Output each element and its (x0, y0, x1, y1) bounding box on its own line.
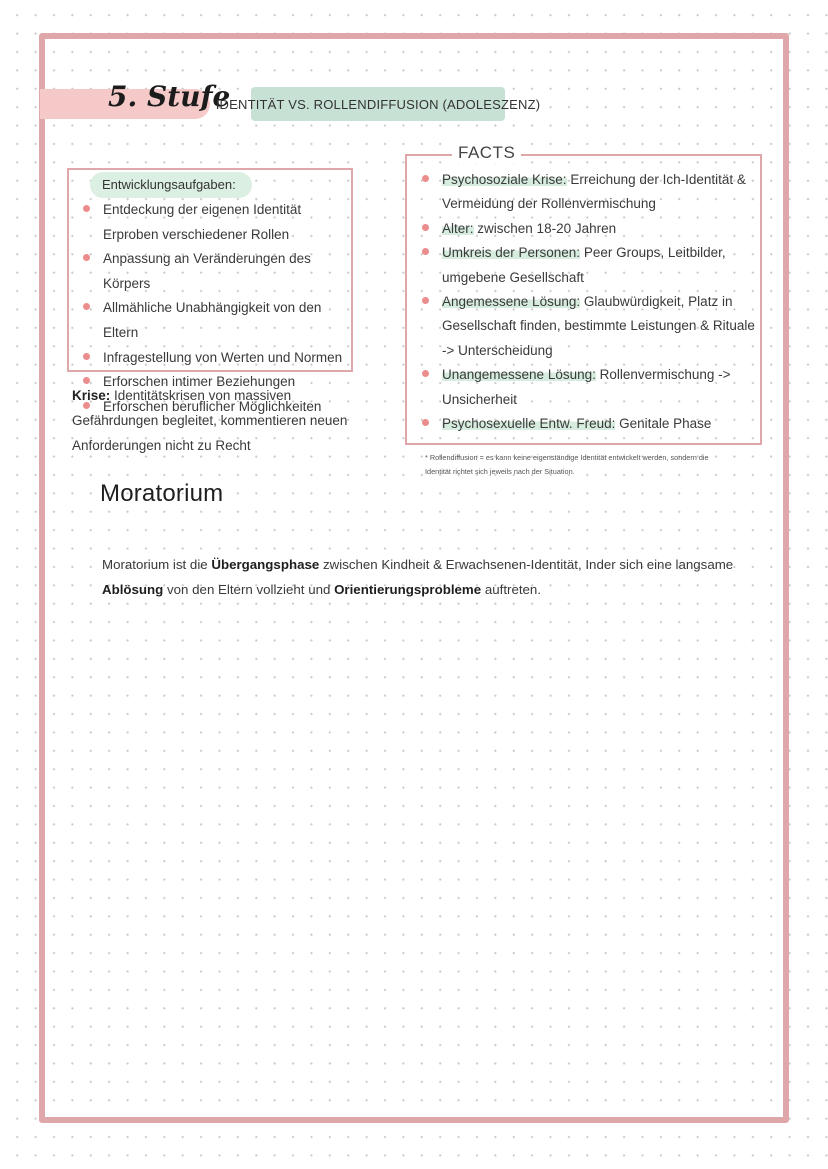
para-bold: Ablösung (102, 582, 164, 597)
task-text: Anpassung an Veränderungen des Körpers (103, 251, 311, 291)
task-text: Erforschen intimer Beziehungen (103, 374, 296, 390)
moratorium-paragraph (102, 552, 752, 602)
bullet-icon (422, 370, 429, 377)
task-text: Erforschen beruflicher Möglichkeiten (103, 398, 322, 414)
fact-label: Unangemessene Lösung: (442, 367, 596, 383)
footnote: * Rollendiffusion = es kann keine eigenständige Identität entwickelt werden, sondern die Identität richtet sich jeweils nach der Situation. (425, 453, 709, 476)
bullet-icon (422, 248, 429, 255)
task-item (83, 198, 349, 223)
bullet-icon (83, 254, 90, 261)
krise-paragraph (72, 383, 372, 458)
fact-item (422, 168, 760, 217)
bullet-icon (83, 303, 90, 310)
task-item (83, 346, 349, 371)
bullet-icon (422, 419, 429, 426)
fact-item (422, 241, 760, 290)
bullet-icon (422, 175, 429, 182)
stage-title: 5. Stufe (108, 80, 231, 113)
task-item (83, 296, 349, 345)
fact-label: Psychosoziale Krise: (442, 172, 567, 187)
fact-label: Alter: (442, 220, 474, 236)
task-item (83, 223, 349, 248)
section-title: Moratorium (100, 480, 224, 507)
fact-text: Erreichung der Ich-Identität & Vermeidung der Rollenvermischung (442, 172, 746, 212)
fact-text: Rollenvermischung -> Unsicherheit (442, 367, 731, 407)
fact-label: Psychosexuelle Entw. Freud: (442, 416, 616, 432)
fact-item (422, 290, 760, 363)
bullet-icon (422, 224, 429, 231)
fact-item (422, 412, 760, 436)
fact-text: Peer Groups, Leitbilder, umgebene Gesellschaft (442, 245, 726, 285)
bullet-icon (83, 353, 90, 360)
task-text: Erproben verschiedener Rollen (103, 226, 290, 242)
topic-pill: IDENTITÄT VS. ROLLENDIFFUSION (ADOLESZENZ) (251, 87, 505, 121)
tasks-heading: Entwicklungsaufgaben: (90, 172, 252, 198)
task-text: Entdeckung der eigenen Identität (103, 202, 302, 217)
krise-label: Krise: (72, 388, 111, 403)
fact-label: Umkreis der Personen: (442, 245, 581, 261)
para-text: Moratorium ist die (102, 557, 208, 572)
para-text: von den Eltern vollzieht und (167, 582, 331, 597)
task-text: Infragestellung von Werten und Normen (103, 349, 343, 365)
bullet-icon (83, 205, 90, 212)
para-bold: Übergangsphase (211, 557, 320, 572)
bullet-icon (422, 297, 429, 304)
facts-list (422, 168, 760, 436)
krise-text: Identitätskrisen von massiven Gefährdungen begleitet, kommentieren neuen Anforderungen nicht zu Recht (72, 388, 348, 453)
fact-text: zwischen 18-20 Jahren (477, 220, 617, 236)
para-text: auftreten. (484, 582, 542, 597)
task-item (83, 247, 349, 296)
fact-text: Glaubwürdigkeit, Platz in Gesellschaft finden, bestimmte Leistungen & Rituale -> Unterscheidung (442, 294, 755, 358)
facts-heading: FACTS (452, 143, 521, 163)
para-text: zwischen Kindheit & Erwachsenen-Identität, Inder sich eine langsame (322, 557, 734, 572)
fact-item (422, 217, 760, 241)
fact-item (422, 363, 760, 412)
para-bold: Orientierungsprobleme (334, 582, 482, 597)
fact-text: Genitale Phase (619, 416, 712, 432)
fact-label: Angemessene Lösung: (442, 294, 581, 310)
task-text: Allmähliche Unabhängigkeit von den Eltern (103, 300, 322, 340)
